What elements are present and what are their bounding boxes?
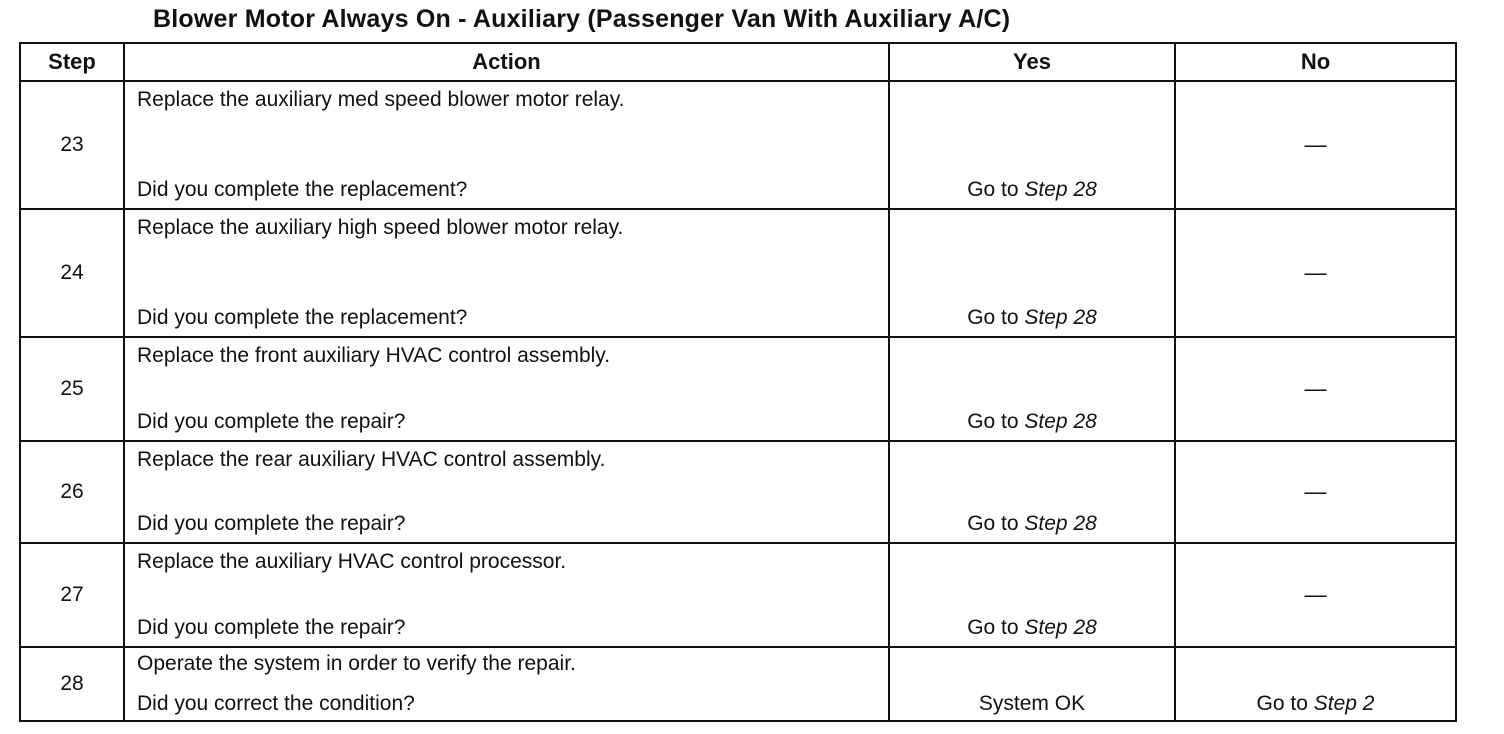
table-row — [20, 337, 1456, 441]
action-question: Did you correct the condition? — [137, 692, 415, 715]
no-cell — [1175, 441, 1456, 543]
table-row — [20, 543, 1456, 647]
yes-cell — [889, 647, 1175, 721]
no-cell — [1175, 209, 1456, 337]
no-result: — — [1304, 132, 1327, 157]
yes-result: Go to Step 28 — [967, 306, 1097, 329]
action-instruction: Replace the auxiliary high speed blower motor relay. — [137, 216, 624, 239]
yes-cell — [889, 441, 1175, 543]
step-number: 24 — [20, 209, 124, 337]
action-question: Did you complete the replacement? — [137, 178, 468, 201]
action-question: Did you complete the repair? — [137, 410, 406, 433]
action-cell — [124, 441, 889, 543]
header-step: Step — [20, 43, 124, 81]
no-result: — — [1304, 376, 1327, 401]
action-instruction: Replace the auxiliary med speed blower motor relay. — [137, 88, 625, 111]
diagnostic-table — [19, 42, 1457, 722]
no-result: — — [1304, 479, 1327, 504]
no-cell — [1175, 337, 1456, 441]
header-no: No — [1175, 43, 1456, 81]
table-row — [20, 647, 1456, 721]
yes-cell — [889, 543, 1175, 647]
step-reference: Step 2 — [1313, 692, 1375, 715]
table-row — [20, 81, 1456, 209]
step-reference: Step 28 — [1024, 410, 1097, 433]
header-row — [20, 43, 1456, 81]
no-result: — — [1304, 260, 1327, 285]
action-instruction: Replace the rear auxiliary HVAC control assembly. — [137, 448, 606, 471]
step-number: 26 — [20, 441, 124, 543]
yes-cell — [889, 209, 1175, 337]
no-result: Go to Step 2 — [1256, 692, 1375, 715]
step-number: 23 — [20, 81, 124, 209]
action-cell — [124, 209, 889, 337]
step-reference: Step 28 — [1024, 306, 1097, 329]
action-cell — [124, 647, 889, 721]
step-reference: Step 28 — [1024, 512, 1097, 535]
action-instruction: Operate the system in order to verify the repair. — [137, 652, 576, 675]
yes-result: Go to Step 28 — [967, 410, 1097, 433]
action-question: Did you complete the repair? — [137, 512, 406, 535]
action-instruction: Replace the auxiliary HVAC control processor. — [137, 550, 567, 573]
yes-result: Go to Step 28 — [967, 512, 1097, 535]
action-cell — [124, 81, 889, 209]
yes-result: Go to Step 28 — [967, 178, 1097, 201]
no-cell — [1175, 543, 1456, 647]
no-result: — — [1304, 582, 1327, 607]
no-cell — [1175, 647, 1456, 721]
yes-cell — [889, 337, 1175, 441]
action-question: Did you complete the repair? — [137, 616, 406, 639]
step-number: 28 — [20, 647, 124, 721]
step-reference: Step 28 — [1024, 616, 1097, 639]
step-number: 27 — [20, 543, 124, 647]
action-cell — [124, 337, 889, 441]
header-yes: Yes — [889, 43, 1175, 81]
step-number: 25 — [20, 337, 124, 441]
yes-result: System OK — [978, 692, 1086, 715]
yes-cell — [889, 81, 1175, 209]
step-reference: Step 28 — [1024, 178, 1097, 201]
action-question: Did you complete the replacement? — [137, 306, 468, 329]
table-title: Blower Motor Always On - Auxiliary (Passenger Van With Auxiliary A/C) — [153, 5, 1011, 33]
yes-result: Go to Step 28 — [967, 616, 1097, 639]
table-row — [20, 209, 1456, 337]
table-row — [20, 441, 1456, 543]
header-action: Action — [124, 43, 889, 81]
no-cell — [1175, 81, 1456, 209]
action-cell — [124, 543, 889, 647]
action-instruction: Replace the front auxiliary HVAC control assembly. — [137, 344, 611, 367]
